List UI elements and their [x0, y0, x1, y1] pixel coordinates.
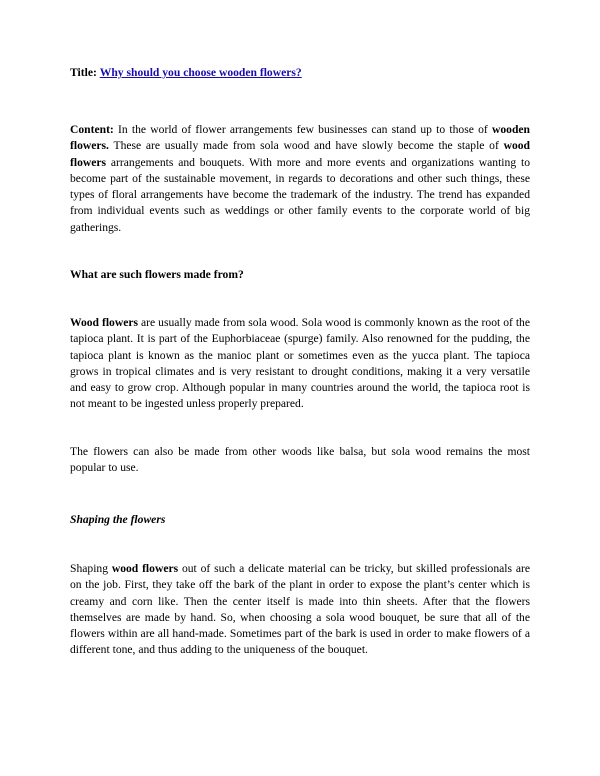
content-text-2: These are usually made from sola wood and have slowly become the staple of [108, 139, 504, 153]
keyword-wood-flowers: wood flowers [70, 139, 530, 169]
paragraph-made-from-text: are usually made from sola wood. Sola wood is commonly known as the root of the tapioca plant. It is part of the Euphorbiaceae (spurge) family. Also renowned for the pudding, the tapioca plant is known as the manioc plant or sometimes even as the yucca plant. The tapioca grows in tropical climates and is very resistant to drought conditions, making it a very versatile and easy to grow crop. Although popular in many countries around the world, the tapioca root is not meant to be ingested unless properly prepared. [70, 316, 531, 411]
keyword-wood-flowers-3: wood flowers [111, 562, 179, 575]
paragraph-shaping-text-1: Shaping [70, 562, 112, 575]
section-heading-shaping: Shaping the flowers [70, 513, 166, 526]
paragraph-made-from [70, 315, 530, 413]
content-paragraph [70, 122, 530, 236]
paragraph-shaping-text-2: out of such a delicate material can be tricky, but skilled professionals are on the job. First, they take off the bark of the plant in order to expose the plant’s center which is creamy and corn like. Then the center itself is made into thin sheets. After that the flowers themselves are made by hand. So, when choosing a sola wood bouquet, be sure that all of the flowers within are all hand-made. Sometimes part of the bark is used in order to make flowers of a different tone, and thus adding to the uniqueness of the bouquet. [70, 562, 530, 657]
question-heading: What are such flowers made from? [70, 268, 244, 281]
title-label: Title: [70, 66, 97, 79]
content-text-1: In the world of flower arrangements few businesses can stand up to those of [113, 123, 492, 136]
keyword-wooden-flowers: wooden flowers. [70, 123, 530, 153]
paragraph-other-woods: The flowers can also be made from other woods like balsa, but sola wood remains the most popular to use. [70, 445, 530, 475]
title-line [70, 65, 530, 81]
content-text-3: arrangements and bouquets. With more and more events and organizations wanting to become part of the sustainable movement, in regards to decorations and other such things, these types of floral arrangements have become the trademark of the industry. The trend has expanded from individual events such as weddings or other family events to the corporate world of big gatherings. [70, 155, 530, 234]
content-label: Content: [70, 123, 114, 136]
paragraph-shaping [70, 561, 530, 659]
keyword-wood-flowers-2: Wood flowers [70, 316, 139, 329]
title-link[interactable]: Why should you choose wooden flowers? [99, 66, 302, 79]
